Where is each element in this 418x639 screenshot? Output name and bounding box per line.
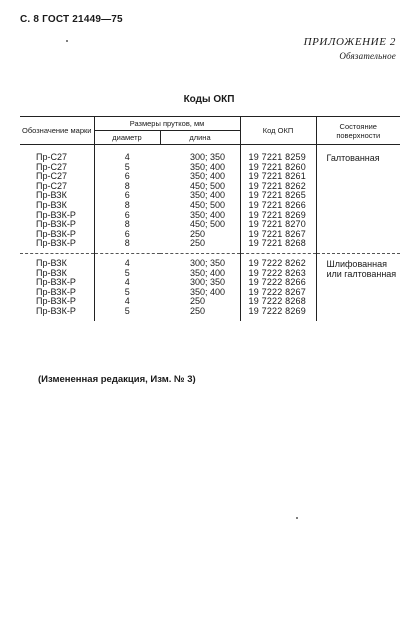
cell-length: 250 xyxy=(190,305,206,316)
okp-codes-table xyxy=(20,116,400,321)
cell-mark: Пр-С27 xyxy=(36,180,67,191)
cell-length: 450; 500 xyxy=(190,199,226,210)
header-diameter: диаметр xyxy=(94,131,160,145)
header-sizes: Размеры прутков, мм xyxy=(94,117,240,131)
cell-diameter: 4 xyxy=(94,278,160,288)
cell-code: 19 7221 8259 xyxy=(240,145,316,163)
cell-mark: Пр-ВЗК-Р xyxy=(36,219,76,230)
cell-code: 19 7221 8261 xyxy=(240,172,316,182)
cell-diameter: 4 xyxy=(94,145,160,163)
cell-length: 350; 400 xyxy=(190,161,226,172)
page-header: С. 8 ГОСТ 21449—75 xyxy=(20,14,123,25)
cell-code: 19 7222 8263 xyxy=(240,269,316,279)
cell-diameter: 6 xyxy=(94,191,160,201)
cell-mark: Пр-ВЗК xyxy=(36,190,67,201)
cell-mark: Пр-ВЗК-Р xyxy=(36,228,76,239)
cell-length: 350; 400 xyxy=(190,171,226,182)
cell-mark: Пр-С27 xyxy=(36,161,67,172)
cell-diameter: 8 xyxy=(94,220,160,230)
cell-length: 350; 400 xyxy=(190,209,226,220)
cell-code: 19 7221 8269 xyxy=(240,211,316,221)
cell-diameter: 6 xyxy=(94,172,160,182)
cell-diameter: 4 xyxy=(94,253,160,268)
cell-length: 250 xyxy=(190,228,206,239)
scan-speck xyxy=(296,517,298,519)
cell-length: 250 xyxy=(190,238,206,249)
appendix-subtitle: Обязательное xyxy=(339,51,396,61)
cell-length: 350; 400 xyxy=(190,267,226,278)
header-mark: Обозначение марки xyxy=(20,117,94,145)
cell-code: 19 7222 8267 xyxy=(240,288,316,298)
cell-code: 19 7221 8268 xyxy=(240,239,316,253)
cell-diameter: 5 xyxy=(94,288,160,298)
header-surface: Состояние поверхности xyxy=(316,117,400,145)
table-title: Коды ОКП xyxy=(183,94,235,105)
cell-code: 19 7222 8269 xyxy=(240,307,316,321)
cell-diameter: 6 xyxy=(94,230,160,240)
cell-diameter: 8 xyxy=(94,182,160,192)
table-row xyxy=(20,253,400,268)
cell-surface: Галтованная xyxy=(316,145,400,254)
cell-diameter: 5 xyxy=(94,163,160,173)
cell-surface: Шлифованная или галтованная xyxy=(316,253,400,320)
cell-length: 300; 350 xyxy=(160,253,240,268)
cell-code: 19 7221 8260 xyxy=(240,163,316,173)
cell-code: 19 7222 8268 xyxy=(240,297,316,307)
cell-diameter: 5 xyxy=(94,307,160,321)
cell-code: 19 7222 8266 xyxy=(240,278,316,288)
cell-diameter: 8 xyxy=(94,201,160,211)
cell-mark: Пр-С27 xyxy=(36,171,67,182)
revision-note: (Измененная редакция, Изм. № 3) xyxy=(38,374,196,385)
header-length: длина xyxy=(160,131,240,145)
cell-length: 300; 350 xyxy=(190,277,226,288)
cell-diameter: 8 xyxy=(94,239,160,253)
cell-mark: Пр-ВЗК-Р xyxy=(36,286,76,297)
cell-length: 300; 350 xyxy=(190,152,226,162)
cell-code: 19 7221 8266 xyxy=(240,201,316,211)
cell-code: 19 7221 8262 xyxy=(240,182,316,192)
table-row xyxy=(20,145,400,163)
cell-code: 19 7221 8267 xyxy=(240,230,316,240)
cell-length: 350; 400 xyxy=(190,286,226,297)
cell-diameter: 5 xyxy=(94,269,160,279)
cell-length: 450; 500 xyxy=(190,180,226,191)
cell-length: 350; 400 xyxy=(190,190,226,201)
table-body xyxy=(20,145,400,321)
cell-diameter: 4 xyxy=(94,297,160,307)
cell-mark: Пр-ВЗК xyxy=(20,253,94,268)
header-code: Код ОКП xyxy=(240,117,316,145)
appendix-label xyxy=(304,36,396,61)
cell-mark: Пр-ВЗК-Р xyxy=(36,277,76,288)
cell-mark: Пр-ВЗК-Р xyxy=(36,238,76,249)
appendix-title: ПРИЛОЖЕНИЕ 2 xyxy=(303,36,396,48)
cell-diameter: 6 xyxy=(94,211,160,221)
cell-length: 450; 500 xyxy=(190,219,226,230)
cell-mark: Пр-ВЗК-Р xyxy=(36,296,76,307)
cell-mark: Пр-ВЗК xyxy=(36,199,67,210)
cell-length: 250 xyxy=(190,296,206,307)
cell-mark: Пр-ВЗК xyxy=(36,267,67,278)
cell-code: 19 7221 8265 xyxy=(240,191,316,201)
scan-speck xyxy=(66,40,68,42)
cell-code: 19 7221 8270 xyxy=(240,220,316,230)
cell-code: 19 7222 8262 xyxy=(240,253,316,268)
cell-mark: Пр-ВЗК-Р xyxy=(36,305,76,316)
cell-mark: Пр-С27 xyxy=(36,152,67,162)
cell-mark: Пр-ВЗК-Р xyxy=(36,209,76,220)
